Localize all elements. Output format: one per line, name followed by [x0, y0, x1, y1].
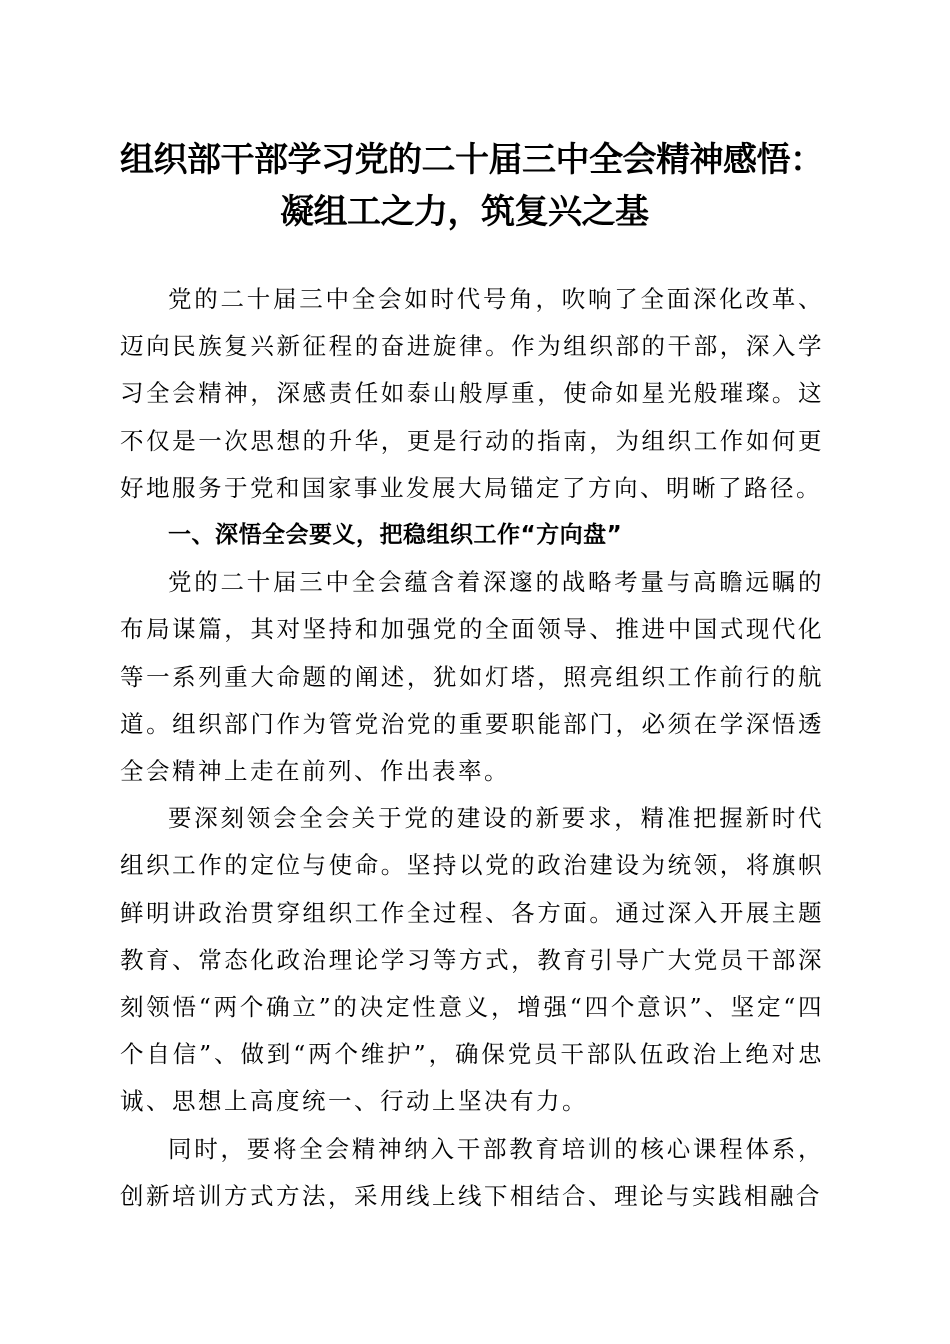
section-heading-1: 一、深悟全会要义，把稳组织工作“方向盘”	[168, 522, 623, 549]
body-paragraph: 党的二十届三中全会蕴含着深邃的战略考量与高瞻远瞩的布局谋篇，其对坚持和加强党的全面领导、推进中国式现代化等一系列重大命题的阐述，犹如灯塔，照亮组织工作前行的航道。组织部门作为管党治党的重要职能部门，必须在学深悟透全会精神上走在前列、作出表率。	[120, 568, 824, 786]
intro-paragraph: 党的二十届三中全会如时代号角，吹响了全面深化改革、迈向民族复兴新征程的奋进旋律。作为组织部的干部，深入学习全会精神，深感责任如泰山般厚重，使命如星光般璀璨。这不仅是一次思想的升华，更是行动的指南，为组织工作如何更好地服务于党和国家事业发展大局锚定了方向、明晰了路径。	[120, 285, 824, 502]
body-paragraph: 要深刻领会全会关于党的建设的新要求，精准把握新时代组织工作的定位与使命。坚持以党的政治建设为统领，将旗帜鲜明讲政治贯穿组织工作全过程、各方面。通过深入开展主题教育、常态化政治理论学习等方式，教育引导广大党员干部深刻领悟“两个确立”的决定性意义，增强“四个意识”、坚定“四个自信”、做到“两个维护”，确保党员干部队伍政治上绝对忠诚、思想上高度统一、行动上坚决有力。	[120, 804, 824, 1116]
document-body	[120, 276, 824, 1220]
title-line-2: 凝组工之力，筑复兴之基	[280, 192, 649, 232]
title-line-1: 组织部干部学习党的二十届三中全会精神感悟：	[120, 140, 824, 180]
body-paragraph: 同时，要将全会精神纳入干部教育培训的核心课程体系，创新培训方式方法，采用线上线下相结合、理论与实践相融合	[120, 1134, 824, 1210]
document-title	[100, 134, 850, 238]
